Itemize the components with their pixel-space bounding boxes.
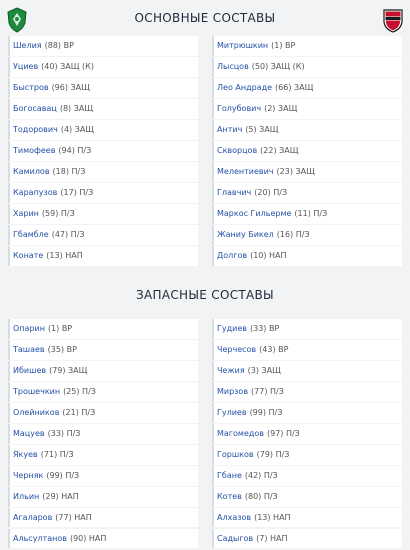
player-name-link[interactable]: Конате: [13, 251, 44, 261]
player-number-position: (90) НАП: [69, 534, 107, 544]
player-number-position: (3) ЗАЩ: [247, 366, 281, 376]
player-number-position: (13) НАП: [254, 513, 291, 523]
player-number-position: (80) П/З: [244, 492, 278, 502]
player-name-link[interactable]: Черняк: [13, 471, 44, 481]
player-row: [8, 78, 198, 98]
player-name-link[interactable]: Быстров: [13, 83, 49, 93]
player-number-position: (23) ЗАЩ: [276, 167, 315, 177]
player-number-position: (25) П/З: [63, 387, 96, 397]
player-name-link[interactable]: Голубович: [217, 104, 262, 114]
player-row: [8, 403, 198, 423]
khimki-crest-icon[interactable]: [382, 7, 404, 33]
player-row: [212, 340, 402, 360]
player-row: [8, 36, 198, 56]
player-number-position: (16) П/З: [276, 230, 310, 240]
player-name-link[interactable]: Жаниу Бикел: [217, 230, 274, 240]
player-row: [8, 204, 198, 224]
player-name-link[interactable]: Гудиев: [217, 324, 247, 334]
player-name-link[interactable]: Котев: [217, 492, 242, 502]
player-row: [212, 78, 402, 98]
player-number-position: (33) ВР: [249, 324, 280, 334]
player-number-position: (88) ВР: [44, 41, 74, 51]
player-row: [8, 508, 198, 528]
player-number-position: (18) П/З: [52, 167, 86, 177]
player-name-link[interactable]: Мацуев: [13, 429, 45, 439]
player-row: [8, 529, 198, 549]
player-row: [212, 120, 402, 140]
player-number-position: (79) ЗАЩ: [49, 366, 88, 376]
substitutes-header: [0, 271, 410, 319]
player-row: [8, 445, 198, 465]
player-name-link[interactable]: Лео Андраде: [217, 83, 273, 93]
player-row: [212, 99, 402, 119]
player-row: [212, 36, 402, 56]
player-number-position: (2) ЗАЩ: [264, 104, 298, 114]
main-lineups: [0, 36, 410, 267]
player-row: [212, 183, 402, 203]
player-name-link[interactable]: Богосавац: [13, 104, 57, 114]
player-name-link[interactable]: Трошечкин: [13, 387, 61, 397]
player-row: [8, 340, 198, 360]
player-name-link[interactable]: Долгов: [217, 251, 248, 261]
player-number-position: (97) П/З: [267, 429, 300, 439]
player-number-position: (5) ЗАЩ: [245, 125, 279, 135]
player-row: [8, 487, 198, 507]
player-name-link[interactable]: Опарин: [13, 324, 45, 334]
player-number-position: (1) ВР: [271, 41, 296, 51]
away-lineup: [212, 36, 402, 267]
player-number-position: (40) ЗАЩ (К): [41, 62, 94, 72]
player-number-position: (71) П/З: [40, 450, 74, 460]
player-name-link[interactable]: Ташаев: [13, 345, 45, 355]
player-name-link[interactable]: Камилов: [13, 167, 50, 177]
player-row: [8, 225, 198, 245]
player-number-position: (94) П/З: [58, 146, 92, 156]
player-row: [212, 246, 402, 266]
akhmat-crest-icon[interactable]: [6, 7, 28, 33]
player-number-position: (21) П/З: [62, 408, 96, 418]
player-row: [212, 382, 402, 402]
player-number-position: (22) ЗАЩ: [260, 146, 299, 156]
player-row: [8, 57, 198, 77]
substitutes-title: ЗАПАСНЫЕ СОСТАВЫ: [136, 287, 274, 302]
player-name-link[interactable]: Садыгов: [217, 534, 254, 544]
player-row: [212, 141, 402, 161]
player-row: [212, 529, 402, 549]
player-row: [212, 466, 402, 486]
player-name-link[interactable]: Тодорович: [13, 125, 58, 135]
player-name-link[interactable]: Скворцов: [217, 146, 258, 156]
player-number-position: (66) ЗАЩ: [275, 83, 314, 93]
player-name-link[interactable]: Гбане: [217, 471, 242, 481]
player-row: [212, 319, 402, 339]
player-number-position: (96) ЗАЩ: [51, 83, 90, 93]
player-name-link[interactable]: Шелия: [13, 41, 42, 51]
player-name-link[interactable]: Карапузов: [13, 188, 58, 198]
player-row: [8, 361, 198, 381]
player-name-link[interactable]: Лысцов: [217, 62, 249, 72]
player-number-position: (77) НАП: [55, 513, 92, 523]
player-number-position: (8) ЗАЩ: [59, 104, 94, 114]
home-lineup: [8, 36, 198, 267]
player-name-link[interactable]: Маркос Гильерме: [217, 209, 292, 219]
player-row: [8, 466, 198, 486]
main-lineups-title: ОСНОВНЫЕ СОСТАВЫ: [134, 11, 276, 25]
player-number-position: (50) ЗАЩ (К): [251, 62, 305, 72]
player-name-link[interactable]: Мирзов: [217, 387, 249, 397]
player-number-position: (99) П/З: [46, 471, 80, 481]
player-number-position: (29) НАП: [42, 492, 79, 502]
player-name-link[interactable]: Агаларов: [13, 513, 53, 523]
player-row: [8, 424, 198, 444]
player-row: [8, 319, 198, 339]
player-row: [8, 162, 198, 182]
player-name-link[interactable]: Ильин: [13, 492, 40, 502]
player-number-position: (4) ЗАЩ: [60, 125, 95, 135]
main-lineups-header: [0, 0, 410, 36]
player-row: [8, 141, 198, 161]
player-row: [212, 445, 402, 465]
player-row: [212, 403, 402, 423]
player-number-position: (59) П/З: [41, 209, 75, 219]
player-number-position: (10) НАП: [250, 251, 287, 261]
player-row: [8, 99, 198, 119]
player-name-link[interactable]: Алхазов: [217, 513, 252, 523]
player-name-link[interactable]: Гулиев: [217, 408, 247, 418]
substitutes-lineups: [0, 319, 410, 550]
player-row: [212, 424, 402, 444]
player-row: [212, 57, 402, 77]
player-name-link[interactable]: Якуев: [13, 450, 38, 460]
player-name-link[interactable]: Мелентиевич: [217, 167, 274, 177]
player-name-link[interactable]: Альсултанов: [13, 534, 67, 544]
player-name-link[interactable]: Главчич: [217, 188, 252, 198]
player-row: [212, 361, 402, 381]
player-name-link[interactable]: Чежия: [217, 366, 245, 376]
player-number-position: (13) НАП: [46, 251, 83, 261]
player-name-link[interactable]: Тимофеев: [13, 146, 56, 156]
player-number-position: (1) ВР: [47, 324, 73, 334]
player-number-position: (17) П/З: [60, 188, 94, 198]
player-name-link[interactable]: Уциев: [13, 62, 39, 72]
player-row: [212, 204, 402, 224]
home-substitutes: [8, 319, 198, 550]
player-number-position: (35) ВР: [47, 345, 77, 355]
player-name-link[interactable]: Антич: [217, 125, 243, 135]
player-number-position: (47) П/З: [51, 230, 85, 240]
player-number-position: (99) П/З: [249, 408, 283, 418]
player-number-position: (42) П/З: [244, 471, 278, 481]
player-name-link[interactable]: Горшков: [217, 450, 254, 460]
player-number-position: (79) П/З: [256, 450, 290, 460]
player-number-position: (77) П/З: [251, 387, 284, 397]
player-number-position: (11) П/З: [294, 209, 328, 219]
player-row: [212, 162, 402, 182]
player-name-link[interactable]: Харин: [13, 209, 39, 219]
player-name-link[interactable]: Магомедов: [217, 429, 264, 439]
player-row: [212, 225, 402, 245]
player-row: [8, 246, 198, 266]
player-number-position: (33) П/З: [47, 429, 81, 439]
player-name-link[interactable]: Олейников: [13, 408, 60, 418]
player-number-position: (20) П/З: [254, 188, 288, 198]
player-name-link[interactable]: Гбамбле: [13, 230, 49, 240]
player-row: [8, 382, 198, 402]
player-row: [212, 487, 402, 507]
player-name-link[interactable]: Ибишев: [13, 366, 47, 376]
player-name-link[interactable]: Митрюшкин: [217, 41, 269, 51]
away-substitutes: [212, 319, 402, 550]
player-number-position: (7) НАП: [256, 534, 288, 544]
player-number-position: (43) ВР: [259, 345, 289, 355]
player-row: [212, 508, 402, 528]
player-row: [8, 120, 198, 140]
player-name-link[interactable]: Черчесов: [217, 345, 257, 355]
player-row: [8, 183, 198, 203]
